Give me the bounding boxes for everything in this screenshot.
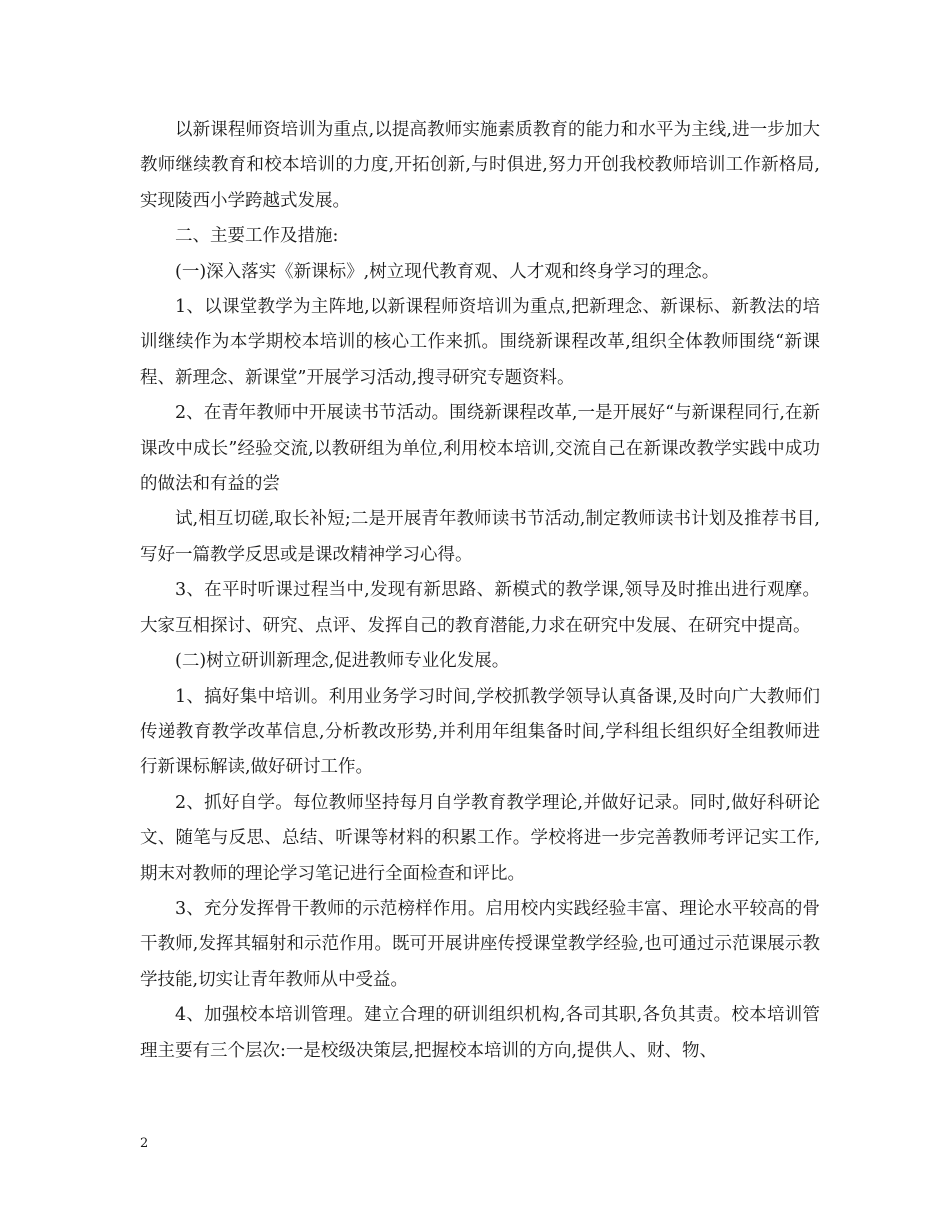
subsection-heading-2: (二)树立研训新理念,促进教师专业化发展。 [175, 651, 510, 672]
paragraph-2-3: 3、充分发挥骨干教师的示范榜样作用。启用校内实践经验丰富、理论水平较高的骨干教师,发挥其辐射和示范作用。既可开展讲座传授课堂教学经验,也可通过示范课展示教学技能,切实让青年教师从中受益。 [140, 898, 820, 990]
page-number: 2 [140, 1136, 149, 1151]
section-heading-main-work: 二、主要工作及措施: [175, 226, 339, 247]
paragraph-1-1: 1、以课堂教学为主阵地,以新课程师资培训为重点,把新理念、新课标、新教法的培训继续作为本学期校本培训的核心工作来抓。围绕新课程改革,组织全体教师围绕“新课程、新理念、新课堂”开展学习活动,搜寻研究专题资料。 [140, 297, 820, 388]
paragraph-1-3: 3、在平时听课过程当中,发现有新思路、新模式的教学课,领导及时推出进行观摩。大家互相探讨、研究、点评、发挥自己的教育潜能,力求在研究中发展、在研究中提高。 [140, 580, 820, 636]
paragraph-2-2: 2、抓好自学。每位教师坚持每月自学教育教学理论,并做好记录。同时,做好科研论文、随笔与反思、总结、听课等材料的积累工作。学校将进一步完善教师考评记实工作,期末对教师的理论学习笔记进行全面检查和评比。 [140, 792, 820, 884]
document-body [140, 113, 820, 1069]
paragraph-2-4: 4、加强校本培训管理。建立合理的研训组织机构,各司其职,各负其责。校本培训管理主要有三个层次:一是校级决策层,把握校本培训的方向,提供人、财、物、 [140, 1005, 820, 1061]
paragraph-1-2-continued: 试,相互切磋,取长补短;二是开展青年教师读书节活动,制定教师读书计划及推荐书目,写好一篇教学反思或是课改精神学习心得。 [140, 509, 820, 565]
paragraph-2-1: 1、搞好集中培训。利用业务学习时间,学校抓教学领导认真备课,及时向广大教师们传递教育教学改革信息,分析教改形势,并利用年组集备时间,学科组长组织好全组教师进行新课标解读,做好研讨工作。 [140, 686, 820, 778]
subsection-heading-1: (一)深入落实《新课标》,树立现代教育观、人才观和终身学习的理念。 [175, 261, 720, 282]
paragraph-intro: 以新课程师资培训为重点,以提高教师实施素质教育的能力和水平为主线,进一步加大教师继续教育和校本培训的力度,开拓创新,与时俱进,努力开创我校教师培训工作新格局,实现陵西小学跨越式发展。 [140, 120, 820, 211]
paragraph-1-2: 2、在青年教师中开展读书节活动。围绕新课程改革,一是开展好“与新课程同行,在新课改中成长”经验交流,以教研组为单位,利用校本培训,交流自己在新课改教学实践中成功的做法和有益的尝 [140, 403, 820, 495]
